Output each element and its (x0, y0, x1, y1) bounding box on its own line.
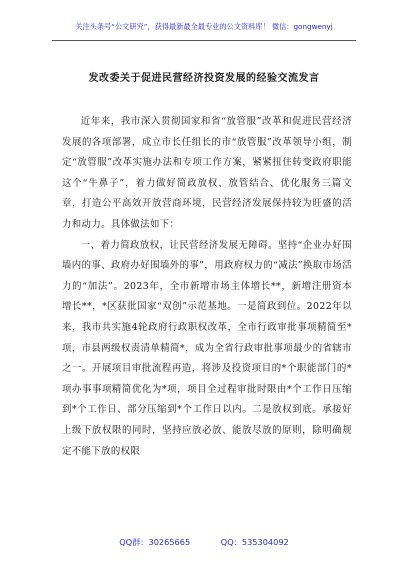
footer-contact (0, 537, 408, 548)
document-body (62, 112, 352, 462)
footer-qq: QQ：535304092 (220, 537, 289, 547)
header-note: 关注头条号“公文研究”，获得最新最全最专业的公文资料库！ 微信：gongwenyj (75, 22, 333, 31)
document-title: 发改委关于促进民营经济投资发展的经验交流发言 (88, 73, 320, 84)
paragraph-section-1: 一、着力简政放权，让民营经济发展无障碍。坚持“企业办好围墙内的事、政府办好围墙外的事”，用政府权力的“减法”换取市场活力的“加法”。2023年，全市新增市场主体增长**，新增注册资本增长**，*区获批国家“双创”示范基地。一是简政到位。2022年以来，我市共实施4轮政府行政职权改革，全市行政审批事项精简至*项，市县两级权责清单精简*，成为全省行政审批事项最少的省辖市之一。开展项目审批流程再造，将涉及投资项目的*个职能部门的*项办事事项精简优化为*项，项目全过程审批时限由*个工作日压缩到*个工作日、部分压缩到*个工作日以内。二是放权到底。承接好上级下放权限的同时，坚持应放必放、能放尽放的原则，除明确规定不能下放的权限 (62, 239, 352, 457)
paragraph-intro: 近年来，我市深入贯彻国家和省“放管服”改革和促进民营经济发展的各项部署，成立市长任组长的市“放管服”改革领导小组，制定“放管服”改革实施办法和专项工作方案，紧紧扭住转变政府职能这个“牛鼻子”，着力做好简政放权、放管结合、优化服务三篇文章，打造公平高效开放营商环境，民营经济发展保持较为旺盛的活力和动力。具体做法如下： (62, 116, 352, 230)
footer-qq-group: QQ群：30265665 (119, 537, 191, 547)
header-divider (52, 40, 356, 41)
